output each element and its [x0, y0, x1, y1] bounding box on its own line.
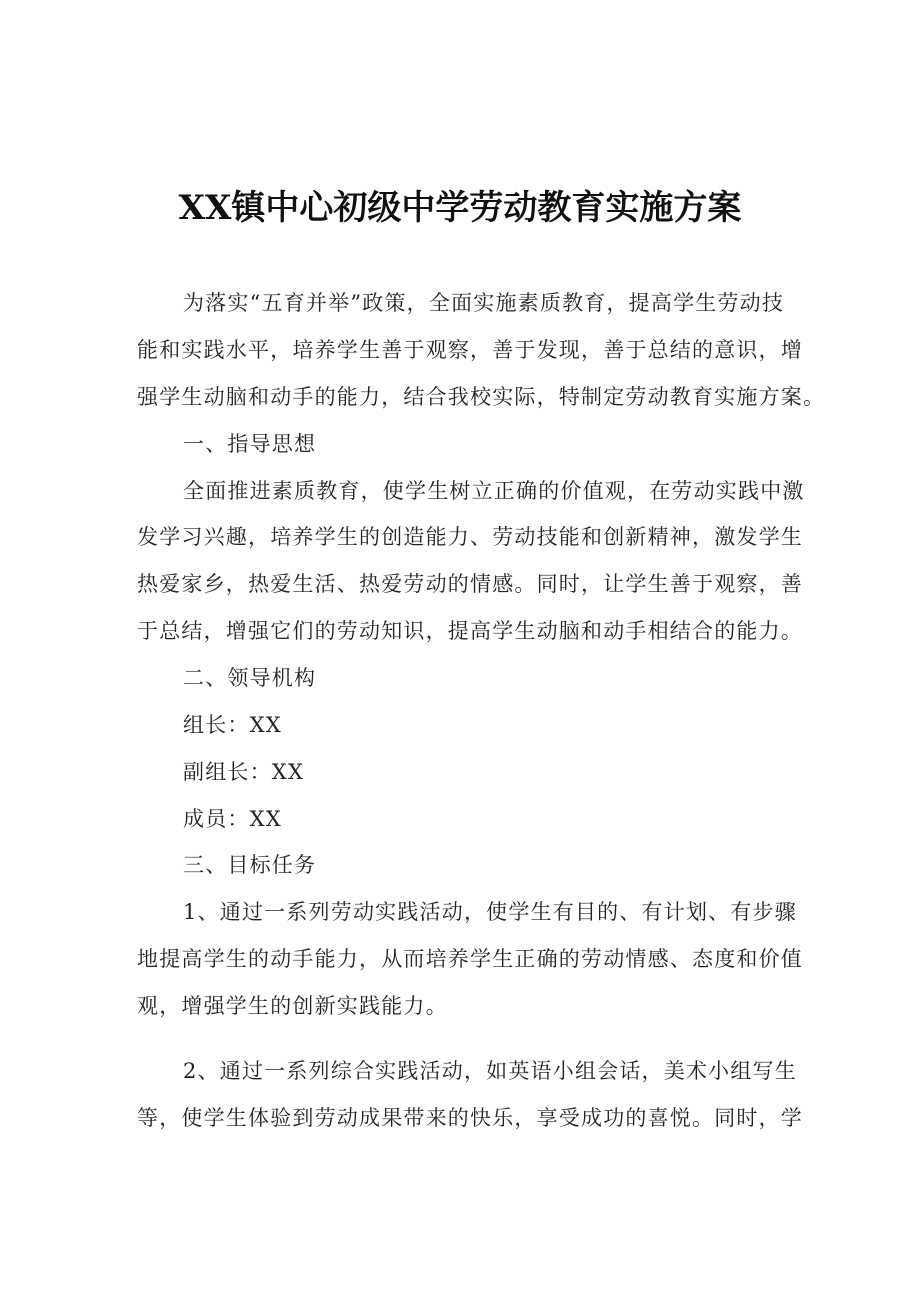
paragraph-line: 等，使学生体验到劳动成果带来的快乐，享受成功的喜悦。同时，学 [137, 1106, 803, 1130]
section-heading: 三、目标任务 [183, 853, 317, 877]
paragraph-line: 2、通过一系列综合实践活动，如英语小组会话，美术小组写生 [183, 1059, 797, 1083]
members-line: 成员：XX [183, 807, 282, 831]
paragraph-line: 热爱家乡，热爱生活、热爱劳动的情感。同时，让学生善于观察，善 [137, 572, 803, 596]
paragraph-line: 强学生动脑和动手的能力，结合我校实际，特制定劳动教育实施方案。 [137, 385, 826, 409]
paragraph-line: 能和实践水平，培养学生善于观察，善于发现，善于总结的意识，增 [137, 338, 803, 362]
paragraph-line: 全面推进素质教育，使学生树立正确的价值观，在劳动实践中激 [183, 479, 805, 503]
section-heading: 一、指导思想 [183, 432, 317, 456]
paragraph-line: 发学习兴趣，培养学生的创造能力、劳动技能和创新精神，激发学生 [137, 525, 803, 549]
paragraph-line: 地提高学生的动手能力，从而培养学生正确的劳动情感、态度和价值 [137, 947, 803, 971]
leader-line: 组长：XX [183, 713, 282, 737]
paragraph-line: 于总结，增强它们的劳动知识，提高学生动脑和动手相结合的能力。 [137, 619, 803, 643]
paragraph-line: 为落实“五育并举”政策，全面实施素质教育，提高学生劳动技 [183, 291, 785, 315]
paragraph-line: 1、通过一系列劳动实践活动，使学生有目的、有计划、有步骤 [183, 900, 797, 924]
section-heading: 二、领导机构 [183, 666, 317, 690]
document-title: XX镇中心初级中学劳动教育实施方案 [178, 188, 742, 228]
paragraph-line: 观，增强学生的创新实践能力。 [137, 994, 448, 1018]
deputy-leader-line: 副组长：XX [183, 760, 305, 784]
